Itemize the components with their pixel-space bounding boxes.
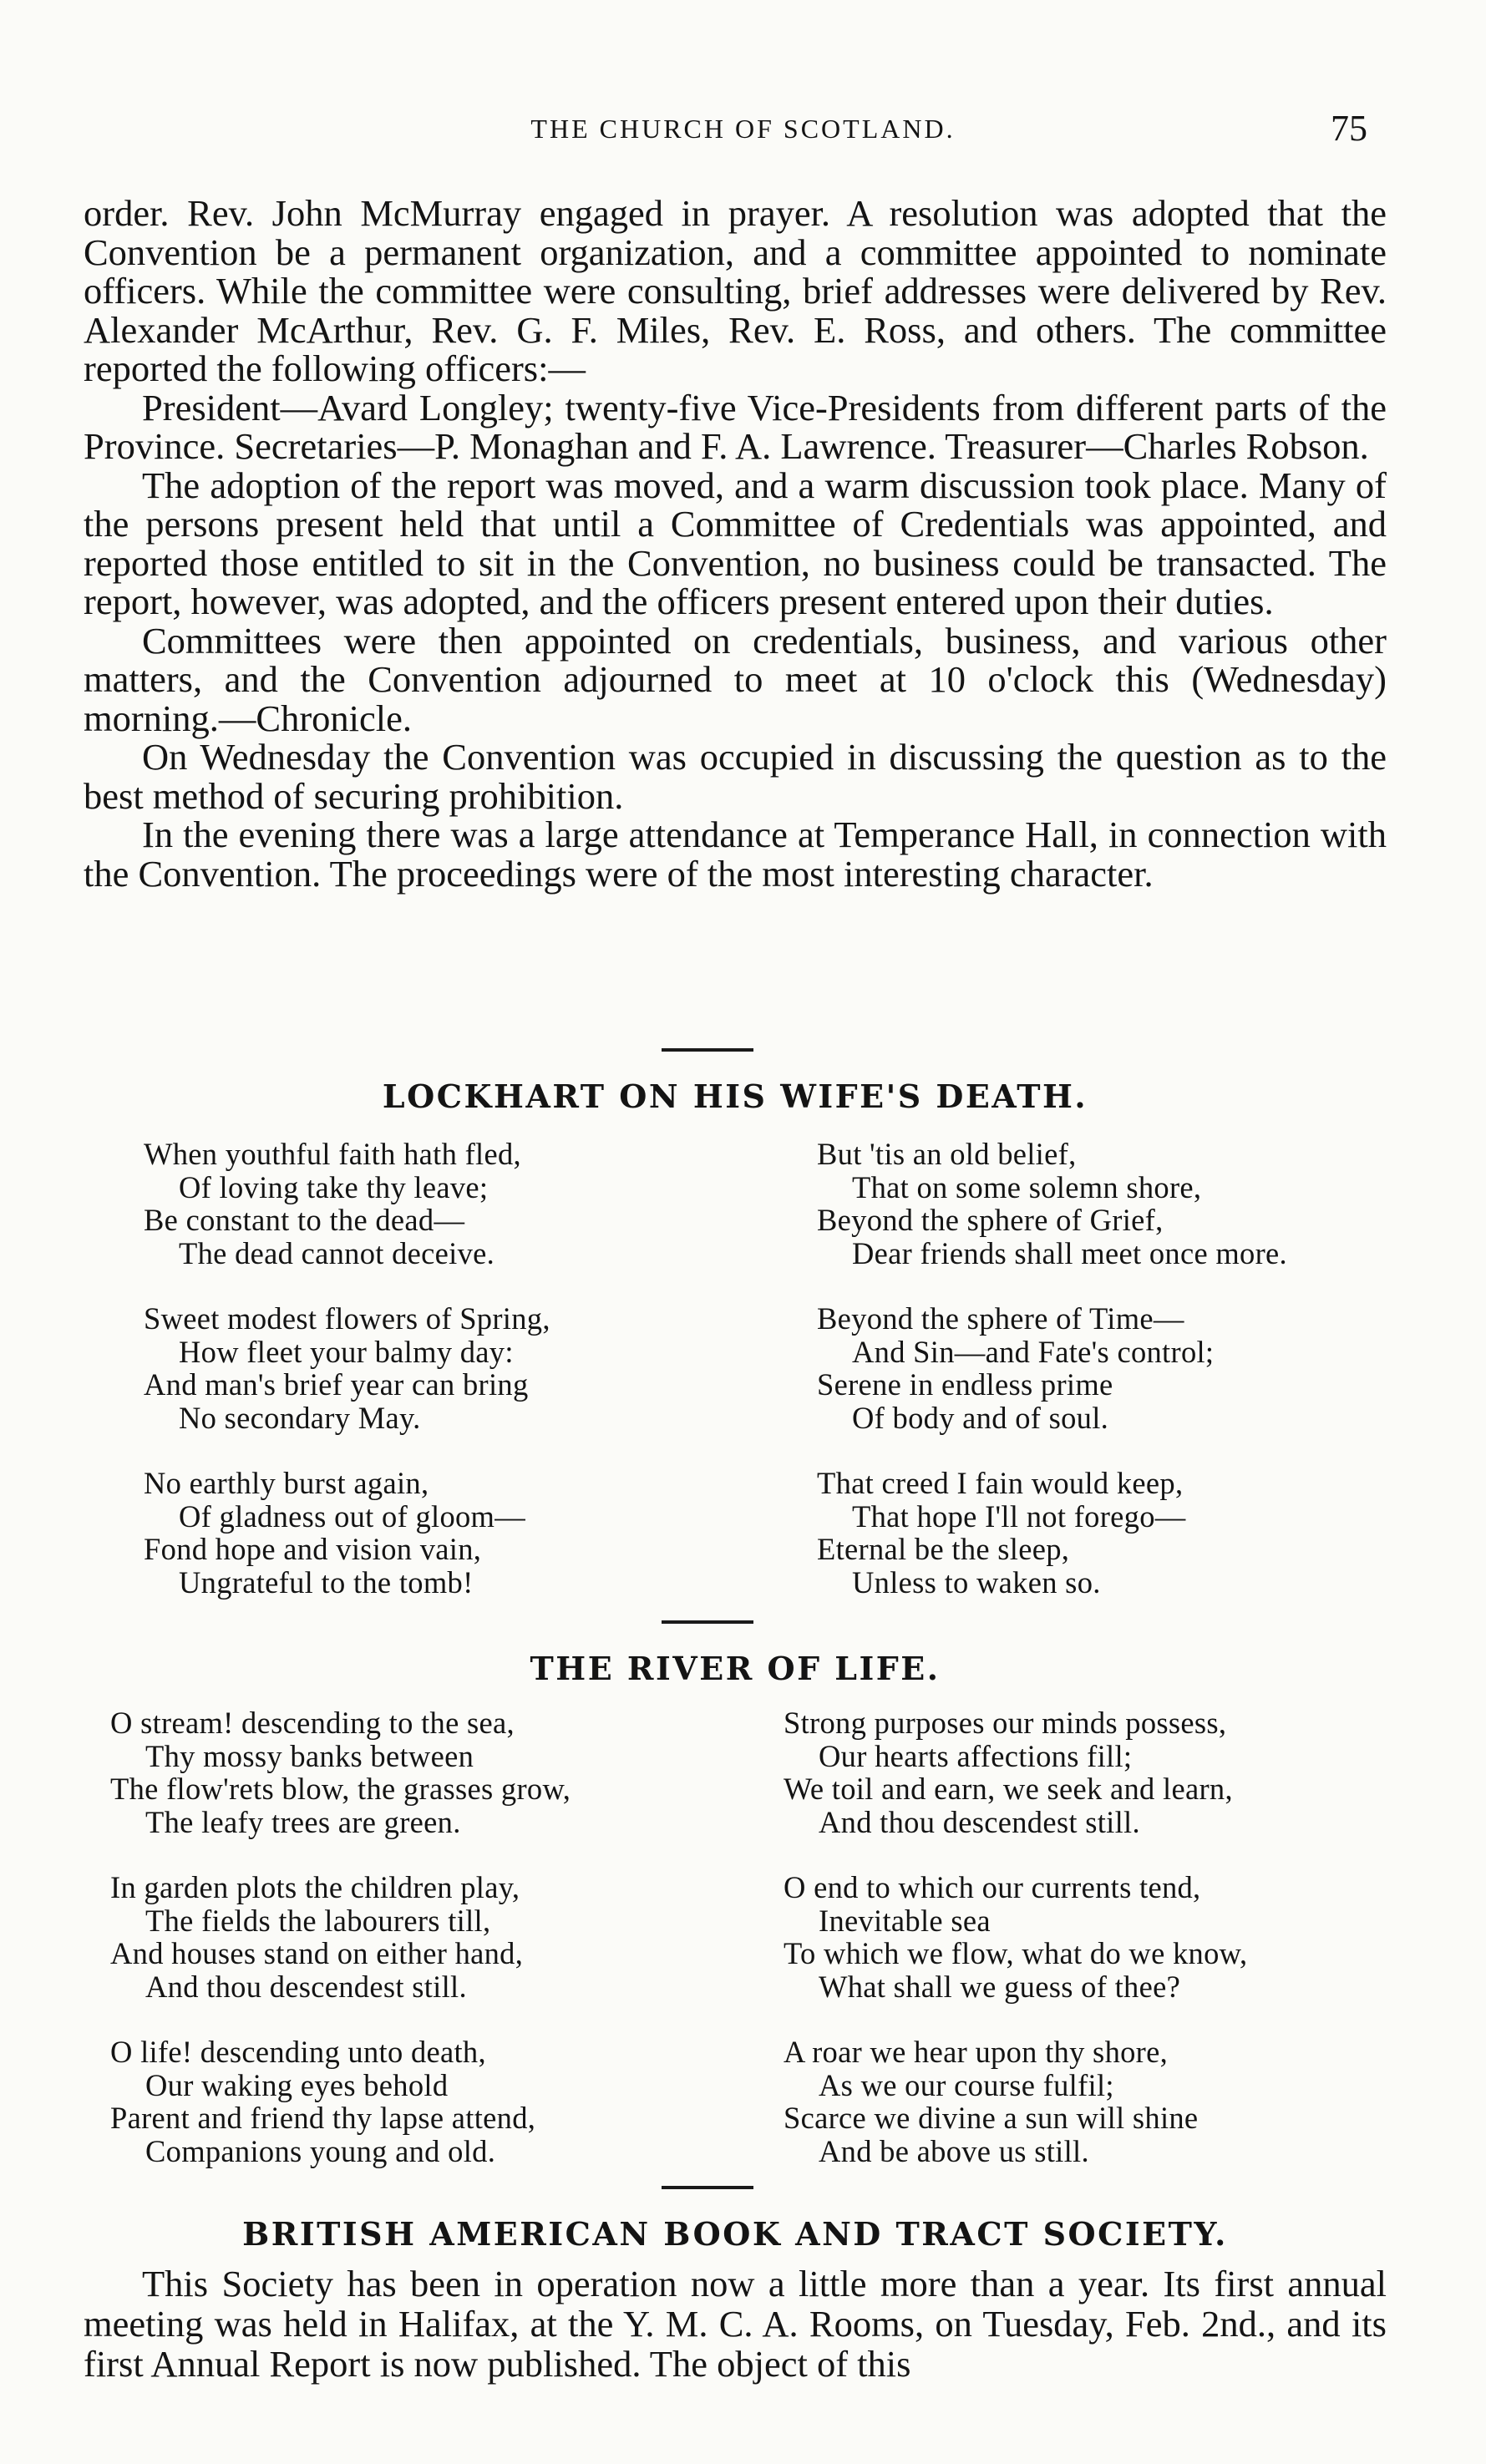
poem-line: Our waking eyes behold xyxy=(145,2067,449,2102)
poem-line: Fond hope and vision vain, xyxy=(144,1532,482,1566)
stanza xyxy=(817,1138,1287,1270)
poem-line: A roar we hear upon thy shore, xyxy=(784,2035,1169,2069)
section-divider xyxy=(662,1048,753,1052)
stanza xyxy=(144,1467,550,1599)
poem-column-left xyxy=(144,1138,550,1631)
poem-line: Ungrateful to the tomb! xyxy=(179,1564,474,1600)
poem-line: And thou descendest still. xyxy=(145,1969,467,2004)
poem-line: Unless to waken so. xyxy=(852,1564,1101,1600)
poem-line: Strong purposes our minds possess, xyxy=(784,1706,1227,1740)
poem-line: That hope I'll not forego— xyxy=(852,1498,1186,1534)
poem-line: No secondary May. xyxy=(179,1400,421,1435)
poem-line: O end to which our currents tend, xyxy=(784,1870,1201,1904)
poem-line: We toil and earn, we seek and learn, xyxy=(784,1772,1233,1806)
poem-line: Thy mossy banks between xyxy=(145,1738,474,1773)
poem-line: Eternal be the sleep, xyxy=(817,1532,1070,1566)
poem-line: Parent and friend thy lapse attend, xyxy=(110,2101,536,2135)
poem-line: And Sin—and Fate's control; xyxy=(852,1334,1215,1369)
poem-line: That creed I fain would keep, xyxy=(817,1466,1184,1500)
poem-title: THE RIVER OF LIFE. xyxy=(530,1650,941,1687)
running-header xyxy=(84,107,1402,150)
poem-line: No earthly burst again, xyxy=(144,1466,429,1500)
paragraph: order. Rev. John McMurray engaged in prayer. A resolution was adopted that the Convention be a permanent organization, and a committee appointed to nominate officers. While the committee were consulting, brief addresses were delivered by Rev. Alexander McArthur, Rev. G. F. Miles, Rev. E. Ross, and others. The committee reported the following officers:— xyxy=(84,192,1387,389)
poem-title: LOCKHART ON HIS WIFE'S DEATH. xyxy=(382,1077,1088,1115)
paragraph: The adoption of the report was moved, and a warm discussion took place. Many of the persons present held that until a Committee of Credentials was appointed, and reported those entitled to sit in the Convention, no business could be transacted. The report, however, was adopted, and the officers present entered upon their duties. xyxy=(84,464,1387,622)
poem-line: The fields the labourers till, xyxy=(145,1903,491,1938)
stanza xyxy=(784,2036,1247,2167)
poem-column-left xyxy=(110,1706,571,2200)
poem-line: O stream! descending to the sea, xyxy=(110,1706,515,1740)
stanza xyxy=(817,1467,1287,1599)
poem-line: Of gladness out of gloom— xyxy=(179,1498,526,1534)
stanza xyxy=(784,1871,1247,2003)
page-number: 75 xyxy=(1331,108,1367,149)
paragraph: In the evening there was a large attendance at Temperance Hall, in connection with the Convention. The proceedings were of the most interesting character. xyxy=(84,814,1387,895)
poem-line: The flow'rets blow, the grasses grow, xyxy=(110,1772,571,1806)
poem-line: Of loving take thy leave; xyxy=(179,1169,489,1204)
poem-line: In garden plots the children play, xyxy=(110,1870,520,1904)
section-divider xyxy=(662,2186,753,2189)
poem-line: Beyond the sphere of Time— xyxy=(817,1301,1184,1336)
poem-line: When youthful faith hath fled, xyxy=(144,1137,521,1171)
poem-line: And thou descendest still. xyxy=(819,1804,1140,1839)
poem-line: And houses stand on either hand, xyxy=(110,1936,524,1970)
stanza xyxy=(817,1302,1287,1434)
poem-line: Companions young and old. xyxy=(145,2133,496,2168)
poem-line: Inevitable sea xyxy=(819,1903,991,1938)
paragraph: This Society has been in operation now a little more than a year. Its first annual meeting was held in Halifax, at the Y. M. C. A. Rooms, on Tuesday, Feb. 2nd., and its first Annual Report is now published. The object of this xyxy=(84,2263,1387,2385)
poem-line: The dead cannot deceive. xyxy=(179,1235,495,1270)
poem-line: As we our course fulfil; xyxy=(819,2067,1114,2102)
poem-line: Scarce we divine a sun will shine xyxy=(784,2101,1199,2135)
stanza xyxy=(110,1871,571,2003)
stanza xyxy=(110,2036,571,2167)
poem-line: Serene in endless prime xyxy=(817,1367,1113,1402)
poem-line: Our hearts affections fill; xyxy=(819,1738,1133,1773)
poem-line: Of body and of soul. xyxy=(852,1400,1109,1435)
poem-line: What shall we guess of thee? xyxy=(819,1969,1181,2004)
poem-column-right xyxy=(784,1706,1247,2200)
poem-column-right xyxy=(817,1138,1287,1631)
paragraph: Committees were then appointed on credentials, business, and various other matters, and the Convention adjourned to meet at 10 o'clock this (Wednesday) morning.—Chronicle. xyxy=(84,619,1387,739)
running-title: THE CHURCH OF SCOTLAND. xyxy=(530,114,956,144)
stanza xyxy=(144,1138,550,1270)
paragraph: President—Avard Longley; twenty-five Vice-Presidents from different parts of the Province. Secretaries—P. Monaghan and F. A. Lawrence. Treasurer—Charles Robson. xyxy=(84,386,1387,467)
article-body xyxy=(84,2264,1387,2384)
poem-line: Beyond the sphere of Grief, xyxy=(817,1203,1164,1237)
stanza xyxy=(784,1706,1247,1838)
poem-line: That on some solemn shore, xyxy=(852,1169,1202,1204)
section-divider xyxy=(662,1620,753,1624)
poem-line: But 'tis an old belief, xyxy=(817,1137,1077,1171)
article-body xyxy=(84,194,1387,893)
paragraph: On Wednesday the Convention was occupied in discussing the question as to the best method of securing prohibition. xyxy=(84,736,1387,817)
poem-line: How fleet your balmy day: xyxy=(179,1334,514,1369)
poem-line: Dear friends shall meet once more. xyxy=(852,1235,1287,1270)
poem-line: And man's brief year can bring xyxy=(144,1367,529,1402)
section-title: BRITISH AMERICAN BOOK AND TRACT SOCIETY. xyxy=(242,2215,1228,2253)
poem-line: Sweet modest flowers of Spring, xyxy=(144,1301,550,1336)
poem-line: And be above us still. xyxy=(819,2133,1089,2168)
stanza xyxy=(144,1302,550,1434)
stanza xyxy=(110,1706,571,1838)
poem-line: The leafy trees are green. xyxy=(145,1804,461,1839)
poem-line: To which we flow, what do we know, xyxy=(784,1936,1248,1970)
poem-line: O life! descending unto death, xyxy=(110,2035,486,2069)
poem-line: Be constant to the dead— xyxy=(144,1203,465,1237)
